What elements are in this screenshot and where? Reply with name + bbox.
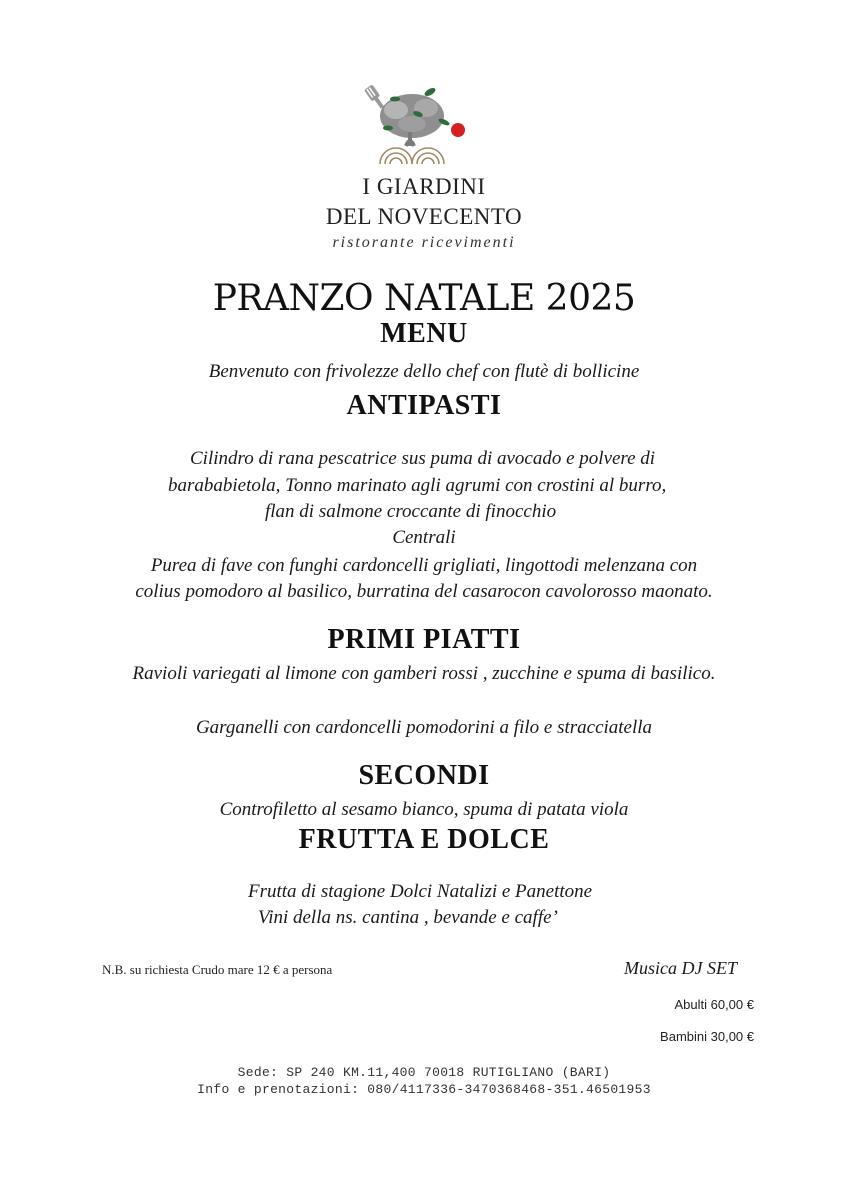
centrali-line-1: Purea di fave con funghi cardoncelli grigliati, lingottodi melenzana con bbox=[150, 555, 698, 576]
restaurant-logo bbox=[350, 84, 480, 166]
page-title: PRANZO NATALE 2025 bbox=[212, 278, 636, 319]
antipasti-heading: ANTIPASTI bbox=[346, 390, 502, 421]
dolce-line-1: Frutta di stagione Dolci Natalizi e Panettone bbox=[248, 881, 593, 902]
centrali-subheading: Centrali bbox=[392, 527, 456, 548]
children-price: Bambini 30,00 € bbox=[660, 1029, 754, 1044]
primi-line-1: Ravioli variegati al limone con gamberi rossi , zucchine e spuma di basilico. bbox=[132, 663, 716, 684]
brand-name-line1: I GIARDINI bbox=[362, 174, 486, 199]
tree-logo-icon bbox=[350, 84, 480, 166]
centrali-line-2: colius pomodoro al basilico, burratina del casarocon cavolorosso maonato. bbox=[135, 581, 713, 602]
secondi-line-1: Controfiletto al sesamo bianco, spuma di patata viola bbox=[219, 799, 629, 820]
welcome-text: Benvenuto con frivolezze dello chef con flutè di bollicine bbox=[208, 361, 640, 382]
secondi-heading: SECONDI bbox=[358, 760, 490, 791]
brand-tagline: ristorante ricevimenti bbox=[332, 234, 516, 251]
menu-heading: MENU bbox=[380, 318, 468, 349]
adult-price: Abulti 60,00 € bbox=[674, 997, 754, 1012]
footer-address: Sede: SP 240 KM.11,400 70018 RUTIGLIANO (BARI) bbox=[237, 1065, 611, 1080]
music-note: Musica DJ SET bbox=[624, 958, 737, 978]
dolce-heading: FRUTTA E DOLCE bbox=[298, 824, 550, 855]
antipasti-line-1: Cilindro di rana pescatrice sus puma di avocado e polvere di bbox=[190, 448, 656, 469]
footer-contacts: Info e prenotazioni: 080/4117336-3470368468-351.46501953 bbox=[197, 1082, 651, 1097]
primi-line-2: Garganelli con cardoncelli pomodorini a filo e stracciatella bbox=[195, 717, 653, 738]
primi-heading: PRIMI PIATTI bbox=[327, 624, 521, 655]
dolce-line-2: Vini della ns. cantina , bevande e caffe’ bbox=[258, 907, 558, 928]
antipasti-line-2: barababietola, Tonno marinato agli agrumi con crostini al burro, bbox=[168, 475, 667, 496]
brand-name-line2: DEL NOVECENTO bbox=[325, 204, 523, 229]
crudo-note: N.B. su richiesta Crudo mare 12 € a persona bbox=[102, 962, 333, 977]
antipasti-line-3: flan di salmone croccante di finocchio bbox=[265, 501, 557, 522]
